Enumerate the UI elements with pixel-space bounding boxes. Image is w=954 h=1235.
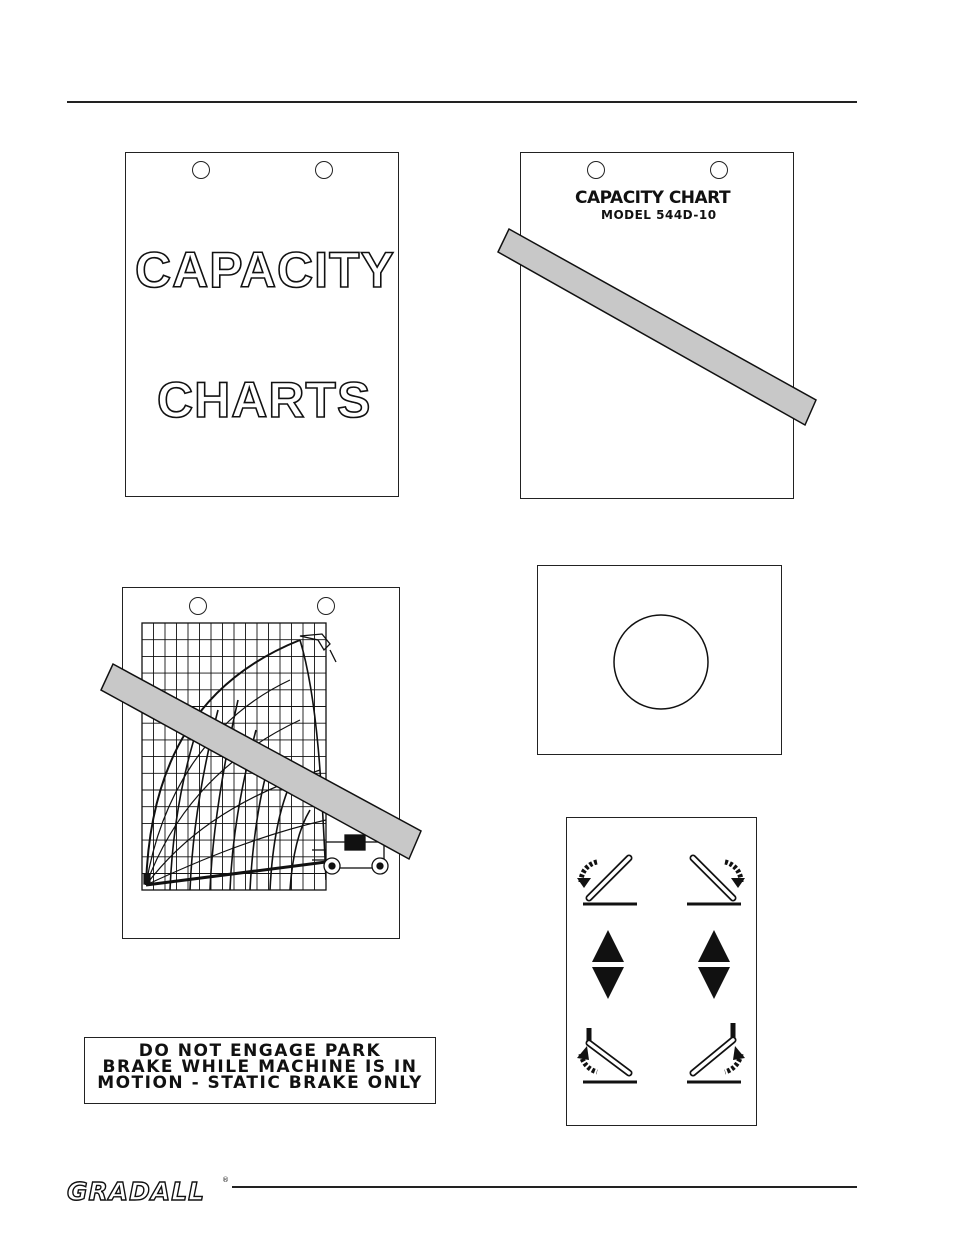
gradall-logo: GRADALL <box>67 1177 206 1206</box>
tilt-forward-right-icon <box>687 1023 745 1082</box>
cross-bar-load-chart <box>101 664 421 859</box>
raise-lower-right-icon <box>698 930 730 999</box>
warning-line-1: DO NOT ENGAGE PARK <box>138 1041 382 1061</box>
warning-line-3: MOTION - STATIC BRAKE ONLY <box>97 1073 423 1093</box>
tilt-forward-left-icon <box>577 1028 637 1082</box>
capacity-word: CAPACITY <box>135 242 395 298</box>
park-brake-warning-decal <box>84 1037 436 1104</box>
load-envelope-inner <box>300 640 326 880</box>
control-symbols <box>567 818 758 1127</box>
control-symbols-decal <box>566 817 757 1126</box>
left-machine-marker <box>144 874 150 884</box>
capacity-chart-title: CAPACITY CHART <box>575 188 731 208</box>
model-number: MODEL 544D-10 <box>601 208 717 222</box>
tilt-back-left-icon <box>577 858 637 904</box>
charts-word: CHARTS <box>157 372 372 428</box>
raise-lower-left-icon <box>592 930 624 999</box>
circle-decal <box>537 565 782 755</box>
circle-mark <box>538 566 783 756</box>
tilt-back-right-icon <box>687 858 745 904</box>
warning-line-2: BRAKE WHILE MACHINE IS IN <box>102 1057 418 1077</box>
logo-registered-mark: ® <box>222 1176 229 1184</box>
footer-rule <box>232 1186 857 1188</box>
